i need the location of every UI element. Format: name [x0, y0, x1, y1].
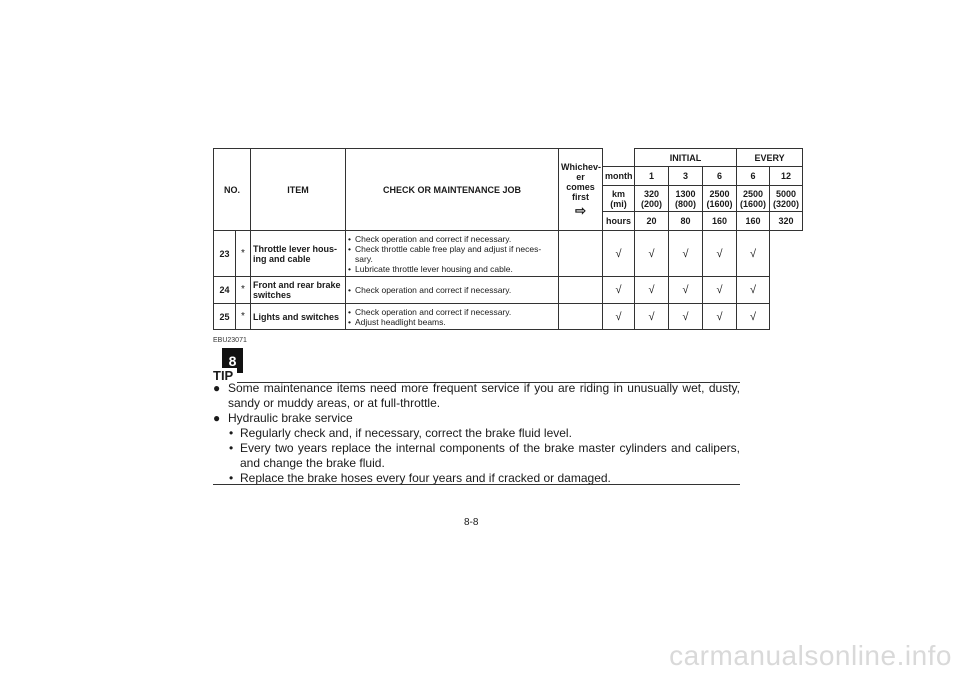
job-line: • Check throttle cable free play and adjust if neces-sary.: [348, 244, 556, 264]
header-month-label: month: [603, 167, 635, 186]
km-value: [737, 186, 770, 212]
row-star: *: [236, 231, 251, 277]
tip-body: [213, 381, 740, 486]
tip-item: [213, 411, 740, 426]
arrow-right-icon: ⇨: [575, 203, 586, 218]
tip-subitem-text: Replace the brake hoses every four years and if cracked or damaged.: [240, 471, 611, 485]
bullet-icon: •: [229, 426, 234, 440]
km-value: [669, 186, 703, 212]
row-item: Lights and switches: [251, 304, 346, 330]
km: 5000: [776, 188, 797, 199]
check-mark: √: [703, 231, 737, 277]
watermark[interactable]: carmanualsonline.info: [669, 640, 952, 671]
circle-bullet-icon: ●: [213, 411, 221, 425]
tip-item-text: Hydraulic brake service: [228, 411, 353, 425]
row-job: [346, 277, 559, 304]
row-item: Throttle lever hous-ing and cable: [251, 231, 346, 277]
header-km-label: km (mi): [603, 186, 635, 212]
mi: (1600): [740, 198, 767, 209]
check-mark: √: [603, 304, 635, 330]
mi: (3200): [773, 198, 800, 209]
row-item: Front and rear brake switches: [251, 277, 346, 304]
row-whichever: [559, 277, 603, 304]
mi: (200): [641, 198, 663, 209]
page-number: 8-8: [464, 517, 479, 528]
header-whichever: [559, 149, 603, 231]
check-mark: √: [703, 304, 737, 330]
row-number: 23: [214, 231, 236, 277]
check-mark: √: [703, 277, 737, 304]
row-number: 24: [214, 277, 236, 304]
header-check: CHECK OR MAINTENANCE JOB: [346, 149, 559, 231]
bullet-icon: •: [229, 471, 234, 485]
header-whichever-text: Whichev-er comes first: [561, 162, 602, 202]
tip-item: [213, 381, 740, 411]
tip-subitem: [213, 426, 740, 441]
row-whichever: [559, 304, 603, 330]
tip-bottom-rule: [213, 484, 740, 485]
row-star: *: [236, 277, 251, 304]
tip-subitem: [213, 441, 740, 471]
header-no: NO.: [214, 149, 251, 231]
month-value: 1: [635, 167, 669, 186]
check-mark: √: [603, 277, 635, 304]
check-mark: √: [737, 304, 770, 330]
km-value: [770, 186, 803, 212]
month-value: 12: [770, 167, 803, 186]
header-initial: INITIAL: [635, 149, 737, 167]
check-mark: √: [669, 304, 703, 330]
tip-item-text: Some maintenance items need more frequent service if you are riding in unusually wet, dusty, sandy or muddy areas, or at full-throttle.: [228, 381, 740, 410]
hours-value: 160: [737, 212, 770, 231]
month-value: 3: [669, 167, 703, 186]
tip-title: TIP: [213, 368, 237, 383]
tip-subitem-text: Every two years replace the internal components of the brake master cylinders and calipers, and change the brake fluid.: [240, 441, 740, 470]
km-value: [635, 186, 669, 212]
check-mark: √: [669, 231, 703, 277]
km: 320: [644, 188, 660, 199]
job-line: • Check operation and correct if necessary.: [348, 285, 556, 295]
hours-value: 80: [669, 212, 703, 231]
km: 2500: [709, 188, 730, 199]
km-value: [703, 186, 737, 212]
chapter-tab: 8: [222, 348, 243, 373]
row-number: 25: [214, 304, 236, 330]
check-mark: √: [737, 277, 770, 304]
check-mark: √: [635, 304, 669, 330]
hours-value: 20: [635, 212, 669, 231]
job-line: • Adjust headlight beams.: [348, 317, 556, 327]
km: 1300: [675, 188, 696, 199]
mi: (1600): [706, 198, 733, 209]
hours-value: 160: [703, 212, 737, 231]
check-mark: √: [737, 231, 770, 277]
check-mark: √: [669, 277, 703, 304]
table-row: [214, 277, 803, 304]
job-line: • Check operation and correct if necessary.: [348, 307, 556, 317]
tip-subitem-text: Regularly check and, if necessary, correct the brake fluid level.: [240, 426, 572, 440]
maintenance-table: [213, 148, 803, 330]
table-row: [214, 304, 803, 330]
reference-code: EBU23071: [213, 337, 247, 344]
month-value: 6: [737, 167, 770, 186]
mi: (800): [675, 198, 697, 209]
circle-bullet-icon: ●: [213, 381, 221, 395]
header-every: EVERY: [737, 149, 803, 167]
check-mark: √: [603, 231, 635, 277]
month-value: 6: [703, 167, 737, 186]
km: 2500: [743, 188, 764, 199]
bullet-icon: •: [229, 441, 234, 455]
job-line: • Lubricate throttle lever housing and cable.: [348, 264, 556, 274]
check-mark: √: [635, 277, 669, 304]
table-row: [214, 231, 803, 277]
hours-value: 320: [770, 212, 803, 231]
header-item: ITEM: [251, 149, 346, 231]
row-star: *: [236, 304, 251, 330]
row-job: [346, 304, 559, 330]
header-hours-label: hours: [603, 212, 635, 231]
check-mark: √: [635, 231, 669, 277]
row-job: [346, 231, 559, 277]
row-whichever: [559, 231, 603, 277]
job-line: • Check operation and correct if necessary.: [348, 234, 556, 244]
